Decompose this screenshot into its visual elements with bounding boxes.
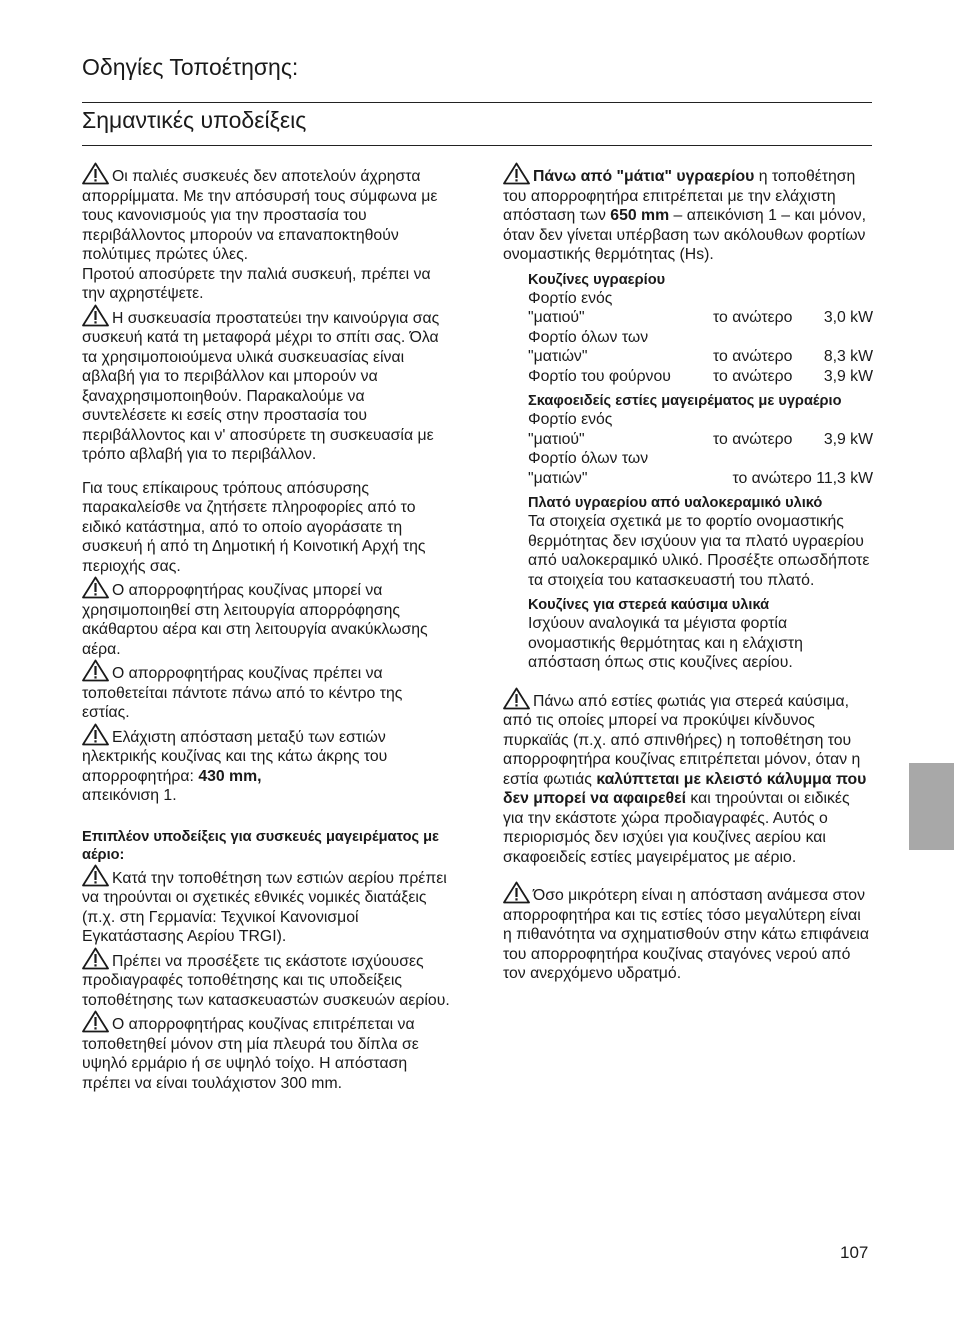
solid-fuel-block <box>528 596 873 673</box>
ceramic-heading: Πλατό υγραερίου από υαλοκεραμικό υλικό <box>528 495 823 511</box>
paragraph-packaging: Η συσκευασία προστατεύει την καινούργια σας συσκευή κατά τη μεταφορά μέχρι το σπίτι σας. Όλα τα χρησιμοποιούμενα υλικά συσκευασίας είναι αβλαβή για το περιβάλλον και μπορούν να ξαναχρησιμοποιηθούν. Παρακαλούμε να συντελέσετε κι εσείς στην προστασία του περιβάλλοντος και ν' αποσύρετε τη συσκευασία με τρόπο αβλαβή για το περιβάλλον. <box>82 304 450 465</box>
warning-triangle-icon <box>82 659 109 682</box>
warning-triangle-icon <box>82 576 109 599</box>
lpg-row1-label: Φορτίο ενός <box>528 289 613 307</box>
paragraph-solid-fuel-fire: Πάνω από εστίες φωτιάς για στερεά καύσιμα, από τις οποίες μπορεί να προκύψει κίνδυνος πυρκαϊάς (π.χ. από σπινθήρες) η τοποθέτηση του απορροφητήρα κουζίνας επιτρέπεται μόνον, όταν η εστία φωτιάς καλύπτεται με κλειστό κάλυμμα που δεν μπορεί να αφαιρεθεί και τηρούνται οι ειδικές για την εκάστοτε χώρα προδιαγραφές. Αυτός ο περιορισμός δεν ισχύει για κουζίνες αερίου και σκαφοειδείς εστίες μαγειρέματος με αέριο. <box>503 687 873 868</box>
header-rule-top <box>82 102 872 103</box>
header-rule-bottom <box>82 145 872 146</box>
solid-fuel-heading: Κουζίνες για στερεά καύσιμα υλικά <box>528 597 770 613</box>
ceramic-text: Τα στοιχεία σχετικά με το φορτίο ονομαστικής θερμότητας δεν ισχύουν για τα πλατό υγραερίου από υαλοκεραμικό υλικό. Προσέξτε οπωσδήποτε τα στοιχεία του κατασκευαστή του πλατό. <box>528 513 870 589</box>
paragraph-gas-specs: Πρέπει να προσέξετε τις εκάστοτε ισχύουσες προδιαγραφές τοποθέτησης και τις υποδείξεις τοποθέτησης των κατασκευαστών συσκευών αερίου. <box>82 947 450 1011</box>
side-tab-marker <box>909 763 954 850</box>
wok-block <box>528 392 873 488</box>
ceramic-block <box>528 494 873 590</box>
paragraph-gas-regulations: Κατά την τοποθέτηση των εστιών αερίου πρέπει να τηρούνται οι σχετικές εθνικές νομικές διατάξεις (π.χ. στη Γερμανία: Τεχνικοί Κανονισμοί Εγκατάστασης Αερίου TRGI). <box>82 864 450 947</box>
paragraph-center-position: Ο απορροφητήρας κουζίνας πρέπει να τοποθετείται πάντοτε πάνω από το κέντρο της εστίας. <box>82 659 450 723</box>
paragraph-min-distance: Ελάχιστη απόσταση μεταξύ των εστιών ηλεκτρικής κουζίνας και της κάτω άκρης του απορροφητήρα: 430 mm, απεικόνιση 1. <box>82 723 450 806</box>
wok-heading: Σκαφοειδείς εστίες μαγειρέματος με υγραέριο <box>528 393 842 409</box>
warning-triangle-icon <box>82 723 109 746</box>
paragraph-disposal-info: Για τους επίκαιρους τρόπους απόσυρσης παρακαλείσθε να ζητήσετε πληροφορίες από το ειδικό κατάστημα, από το οποίο αγοράσατε τη συσκευή ή από τη Δημοτική ή Κοινοτική Αρχή της περιοχής σας. <box>82 479 426 575</box>
section-title: Σημαντικές υποδείξεις <box>82 107 307 133</box>
wok-row2-label: Φορτίο όλων των <box>528 450 649 467</box>
paragraph-condensation: Όσο μικρότερη είναι η απόσταση ανάμεσα στον απορροφητήρα και τις εστίες τόσο μεγαλύτερη είναι η πιθανότητα να σχηματισθούν στην κάτω επιφάνεια του απορροφητήρα κουζίνας σταγόνες νερού από τον ανερχόμενο υδρατμό. <box>503 881 873 984</box>
solid-fuel-text: Ισχύουν αναλογικά τα μέγιστα φορτία ονομαστικής θερμότητας και η ελάχιστη απόσταση όπως στις κουζίνες αερίου. <box>528 615 803 671</box>
left-column <box>82 162 450 1093</box>
warning-triangle-icon <box>503 687 530 710</box>
warning-triangle-icon <box>503 881 530 904</box>
lpg-row2: "ματιών" το ανώτερο 8,3 kW <box>528 348 873 365</box>
warning-triangle-icon <box>82 864 109 887</box>
page-title: Οδηγίες Τοποέτησης: <box>82 54 299 80</box>
lpg-row3: Φορτίο του φούρνου το ανώτερο 3,9 kW <box>528 367 873 385</box>
warning-triangle-icon <box>82 1010 109 1033</box>
gas-heading: Επιπλέον υποδείξεις για συσκευές μαγειρέματος με αέριο: <box>82 828 439 863</box>
wok-row2: "ματιών" το ανώτερο 11,3 kW <box>528 469 873 487</box>
wok-row1-label: Φορτίο ενός <box>528 411 613 428</box>
paragraph-side-cabinet: Ο απορροφητήρας κουζίνας επιτρέπεται να τοποθετηθεί μόνον στη μία πλευρά του δίπλα σε υψηλό ερμάριο ή σε υψηλό τοίχο. Η απόσταση πρέπει να είναι τουλάχιστον 300 mm. <box>82 1010 450 1093</box>
wok-row1: "ματιού" το ανώτερο 3,9 kW <box>528 430 873 448</box>
lpg-row2-label: Φορτίο όλων των <box>528 328 649 346</box>
lpg-cookers-block <box>528 271 873 387</box>
paragraph-operation-modes: Ο απορροφητήρας κουζίνας μπορεί να χρησιμοποιηθεί στη λειτουργία απορρόφησης ακάθαρτου αέρα και στη λειτουργία ανακύκλωσης αέρα. <box>82 576 450 659</box>
page-number: 107 <box>840 1243 869 1262</box>
lpg-heading: Κουζίνες υγραερίου <box>528 271 666 288</box>
paragraph-lpg-intro: Πάνω από "μάτια" υγραερίου η τοποθέτηση του απορροφητήρα επιτρέπεται με την ελάχιστη απόσταση των 650 mm – απεικόνιση 1 – και μόνον, όταν δεν γίνεται υπέρβαση των ακόλουθων φορτίων ονομαστικής θερμότητας (Hs). <box>503 162 873 265</box>
lpg-row1: "ματιού" το ανώτερο 3,0 kW <box>528 309 873 326</box>
warning-triangle-icon <box>82 304 109 327</box>
right-column <box>503 162 873 984</box>
warning-triangle-icon <box>82 947 109 970</box>
paragraph-old-appliances: Οι παλιές συσκευές δεν αποτελούν άχρηστα απορρίμματα. Με την απόσυρσή τους σύμφωνα με τους κανονισμούς για την προστασία του περιβάλλοντος μπορούν να επαναποκτηθούν πολύτιμες πρώτες ύλες. <box>82 162 450 265</box>
warning-triangle-icon <box>82 162 109 185</box>
paragraph-disable-appliance: Προτού αποσύρετε την παλιά συσκευή, πρέπει να την αχρηστέψετε. <box>82 265 431 302</box>
warning-triangle-icon <box>503 162 530 185</box>
